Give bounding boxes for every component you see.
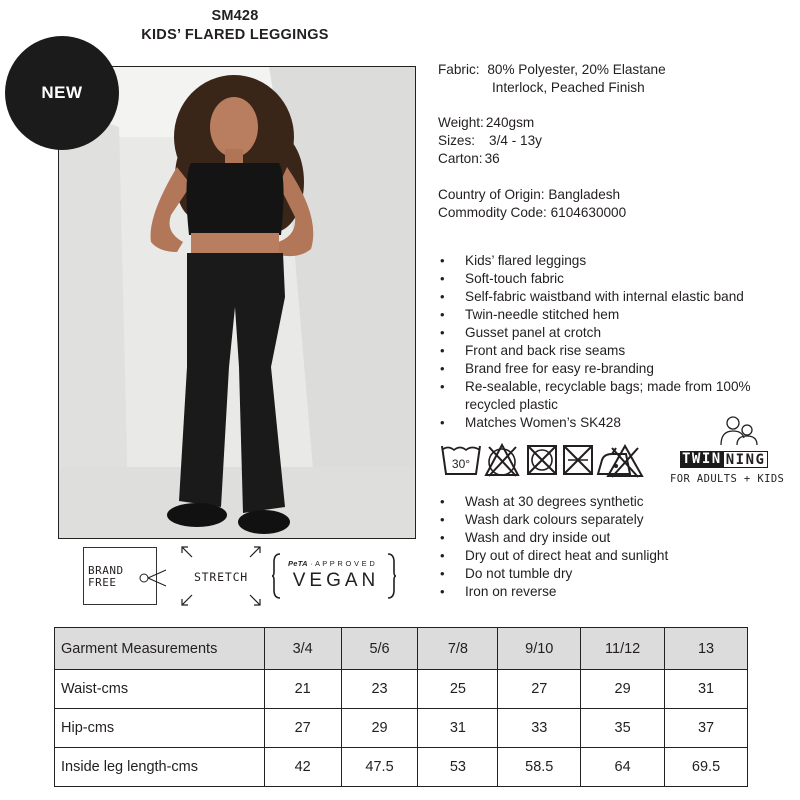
table-cell: 33 <box>498 709 581 748</box>
table-cell: 64 <box>581 748 665 787</box>
adult-kid-icon <box>680 414 798 448</box>
list-item: • Wash and dry inside out <box>438 529 798 547</box>
table-cell: 27 <box>264 709 341 748</box>
peta-approved: · A P P R O V E D <box>310 559 376 568</box>
feature-list <box>438 252 798 432</box>
table-header: 7/8 <box>418 628 498 670</box>
brand-free-line1: BRAND <box>88 564 124 577</box>
table-cell: 58.5 <box>498 748 581 787</box>
table-cell: 29 <box>581 670 665 709</box>
table-cell: 69.5 <box>665 748 748 787</box>
list-item: • Kids’ flared leggings <box>438 252 798 270</box>
line-dry-icon <box>564 446 592 474</box>
peta-prefix: PeTA <box>288 559 308 568</box>
table-cell: 47.5 <box>341 748 418 787</box>
list-item: • Wash dark colours separately <box>438 511 798 529</box>
weight-spec <box>438 114 534 132</box>
table-header-row <box>55 628 748 670</box>
no-tumble-dry-icon <box>528 446 556 474</box>
fabric-value: 80% Polyester, 20% Elastane <box>487 62 666 77</box>
sizes-value: 3/4 - 13y <box>489 133 542 148</box>
new-badge: NEW <box>5 36 119 150</box>
tag-icon <box>138 568 168 588</box>
table-cell: 31 <box>665 670 748 709</box>
twinning-subtitle: FOR ADULTS + KIDS <box>670 473 785 485</box>
table-header: Garment Measurements <box>55 628 265 670</box>
commodity-spec <box>438 204 626 222</box>
no-bleach-icon <box>486 445 518 476</box>
brand-free-line2: FREE <box>88 576 117 589</box>
table-cell: 42 <box>264 748 341 787</box>
measurements-table <box>54 627 748 787</box>
commodity-value: 6104630000 <box>550 205 627 220</box>
wash-30-icon <box>442 446 480 474</box>
table-cell: 35 <box>581 709 665 748</box>
table-row <box>55 670 748 709</box>
list-item: • Brand free for easy re-branding <box>438 360 798 378</box>
table-cell: Inside leg length-cms <box>55 748 265 787</box>
stretch-badge <box>178 543 264 609</box>
model-illustration <box>59 67 416 539</box>
vegan-label: VEGAN <box>292 570 380 591</box>
table-row <box>55 748 748 787</box>
table-header: 5/6 <box>341 628 418 670</box>
table-header: 3/4 <box>264 628 341 670</box>
table-header: 11/12 <box>581 628 665 670</box>
stretch-label: STRETCH <box>193 570 249 584</box>
list-item: • Wash at 30 degrees synthetic <box>438 493 798 511</box>
carton-value: 36 <box>484 151 500 166</box>
table-cell: 21 <box>264 670 341 709</box>
list-item: • Gusset panel at crotch <box>438 324 798 342</box>
list-item: • Dry out of direct heat and sunlight <box>438 547 798 565</box>
fabric-spec <box>438 61 666 79</box>
table-header: 13 <box>665 628 748 670</box>
table-cell: 27 <box>498 670 581 709</box>
peta-vegan-badge <box>272 552 396 600</box>
origin-value: Bangladesh <box>548 187 621 202</box>
table-row <box>55 709 748 748</box>
wash-temp-label: 30° <box>451 457 471 471</box>
product-code: SM428 <box>211 8 259 24</box>
table-cell: 53 <box>418 748 498 787</box>
origin-spec <box>438 186 620 204</box>
table-cell: Hip-cms <box>55 709 265 748</box>
care-instructions <box>438 493 798 601</box>
product-title: KIDS’ FLARED LEGGINGS <box>141 27 329 43</box>
twin-text: TWIN <box>682 451 722 467</box>
sizes-spec <box>438 132 542 150</box>
list-item: • Do not tumble dry <box>438 565 798 583</box>
fabric-label: Fabric: <box>438 62 480 77</box>
ning-text: NING <box>724 451 769 468</box>
carton-spec <box>438 150 500 168</box>
commodity-label: Commodity Code: <box>438 205 547 220</box>
list-item: • Matches Women’s SK428 <box>438 414 798 432</box>
twinning-logo <box>670 414 798 490</box>
list-item: • Soft-touch fabric <box>438 270 798 288</box>
origin-label: Country of Origin: <box>438 187 545 202</box>
list-item: • Iron on reverse <box>438 583 798 601</box>
list-item: • Self-fabric waistband with internal elastic band <box>438 288 798 306</box>
fabric-finish: Interlock, Peached Finish <box>492 80 645 95</box>
table-header: 9/10 <box>498 628 581 670</box>
weight-label: Weight: <box>438 115 484 130</box>
list-item: • Re-sealable, recyclable bags; made from 100% recycled plastic <box>438 378 798 414</box>
weight-value: 240gsm <box>485 115 535 130</box>
table-cell: 29 <box>341 709 418 748</box>
table-cell: 23 <box>341 670 418 709</box>
no-wash-triangle-icon <box>606 444 644 478</box>
sizes-label: Sizes: <box>438 133 476 148</box>
table-cell: 37 <box>665 709 748 748</box>
list-item: • Front and back rise seams <box>438 342 798 360</box>
table-cell: 31 <box>418 709 498 748</box>
table-cell: 25 <box>418 670 498 709</box>
list-item: • Twin-needle stitched hem <box>438 306 798 324</box>
brand-free-badge <box>83 547 157 605</box>
carton-label: Carton: <box>438 151 483 166</box>
table-cell: Waist-cms <box>55 670 265 709</box>
product-photo <box>58 66 416 539</box>
